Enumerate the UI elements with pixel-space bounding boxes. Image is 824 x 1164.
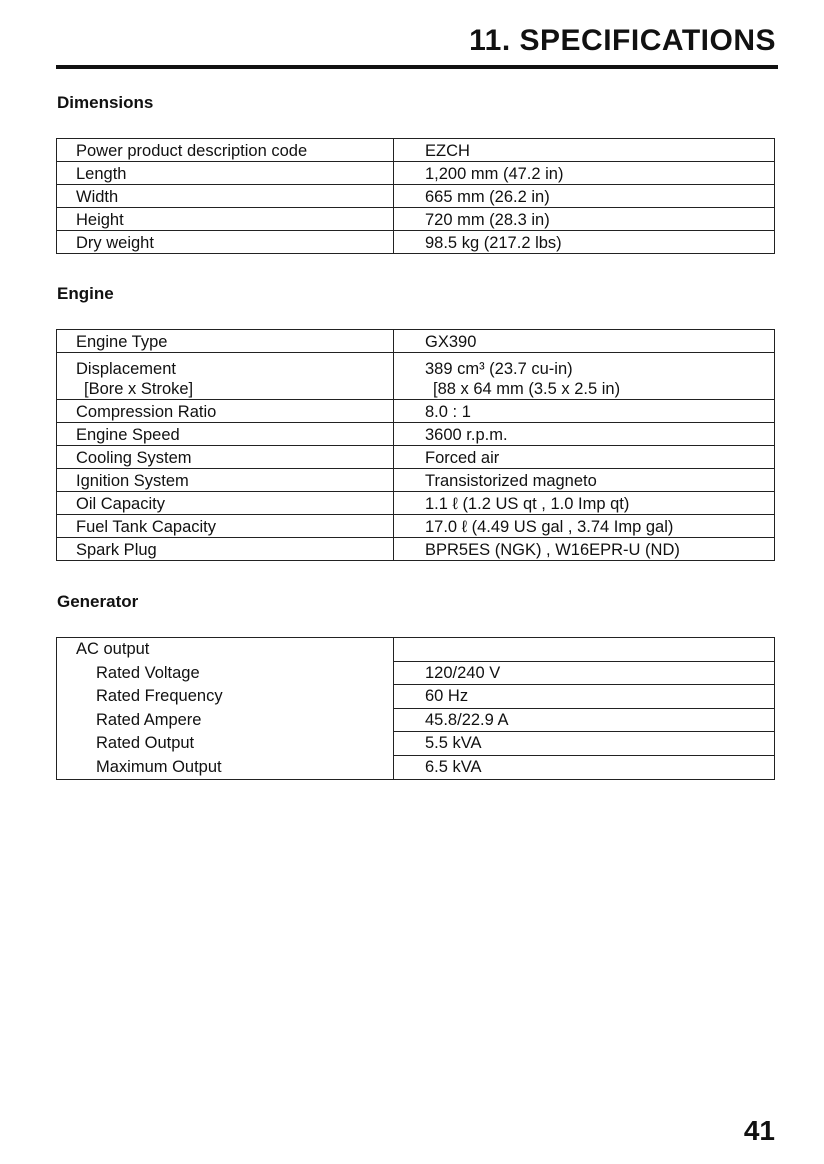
spec-label: Length — [57, 162, 394, 185]
table-row — [57, 446, 775, 469]
ac-output-label: AC output — [76, 640, 150, 658]
spec-label — [57, 638, 394, 780]
dimensions-heading: Dimensions — [57, 93, 154, 112]
spec-value: GX390 — [394, 330, 775, 353]
spec-label: Spark Plug — [57, 538, 394, 561]
spec-label: Dry weight — [57, 231, 394, 254]
table-row — [57, 139, 775, 162]
generator-table — [56, 637, 775, 780]
rated-output-value: 5.5 kVA — [394, 732, 774, 756]
spec-value: 8.0 : 1 — [394, 400, 775, 423]
engine-heading: Engine — [57, 284, 114, 303]
table-row — [57, 185, 775, 208]
table-row — [57, 538, 775, 561]
spec-label: Width — [57, 185, 394, 208]
ac-output-value — [394, 638, 774, 662]
spec-value: Forced air — [394, 446, 775, 469]
spec-value: 98.5 kg (217.2 lbs) — [394, 231, 775, 254]
spec-label: Power product description code — [57, 139, 394, 162]
spec-label: Cooling System — [57, 446, 394, 469]
bore-stroke-label: [Bore x Stroke] — [84, 380, 194, 398]
table-row — [57, 638, 775, 780]
spec-value: Transistorized magneto — [394, 469, 775, 492]
table-row — [57, 400, 775, 423]
generator-heading: Generator — [57, 592, 139, 611]
rated-ampere-value: 45.8/22.9 A — [394, 709, 774, 733]
displacement-label: Displacement — [76, 360, 176, 378]
spec-value: EZCH — [394, 139, 775, 162]
table-row — [57, 469, 775, 492]
rated-voltage-value: 120/240 V — [394, 662, 774, 686]
spec-value: 665 mm (26.2 in) — [394, 185, 775, 208]
maximum-output-value: 6.5 kVA — [425, 757, 482, 776]
table-row — [57, 208, 775, 231]
table-row — [57, 515, 775, 538]
rated-frequency-value: 60 Hz — [394, 685, 774, 709]
spec-label: Compression Ratio — [57, 400, 394, 423]
spec-value: 17.0 ℓ (4.49 US gal , 3.74 Imp gal) — [394, 515, 775, 538]
spec-label — [57, 353, 394, 400]
rated-frequency-label: Rated Frequency — [96, 687, 223, 705]
spec-label: Oil Capacity — [57, 492, 394, 515]
spec-value: 3600 r.p.m. — [394, 423, 775, 446]
spec-value: BPR5ES (NGK) , W16EPR-U (ND) — [394, 538, 775, 561]
spec-value: 1.1 ℓ (1.2 US qt , 1.0 Imp qt) — [394, 492, 775, 515]
spec-value — [394, 353, 775, 400]
table-row — [57, 162, 775, 185]
table-row — [57, 231, 775, 254]
spec-value: 720 mm (28.3 in) — [394, 208, 775, 231]
spec-label: Ignition System — [57, 469, 394, 492]
bore-stroke-value: [88 x 64 mm (3.5 x 2.5 in) — [433, 380, 621, 398]
rated-output-label: Rated Output — [96, 734, 195, 752]
dimensions-table — [56, 138, 775, 254]
table-row — [57, 423, 775, 446]
table-row — [57, 330, 775, 353]
rated-voltage-label: Rated Voltage — [96, 663, 200, 682]
spec-label: Engine Speed — [57, 423, 394, 446]
spec-label: Fuel Tank Capacity — [57, 515, 394, 538]
displacement-value: 389 cm³ (23.7 cu-in) — [425, 360, 573, 378]
title-rule — [56, 65, 778, 69]
page-number: 41 — [743, 1115, 775, 1146]
page-title: 11. SPECIFICATIONS — [469, 24, 776, 57]
generator-values — [394, 638, 774, 779]
table-row — [57, 353, 775, 400]
maximum-output-label: Maximum Output — [96, 757, 222, 776]
spec-value — [394, 638, 775, 780]
spec-value: 1,200 mm (47.2 in) — [394, 162, 775, 185]
rated-ampere-label: Rated Ampere — [96, 710, 202, 729]
table-row — [57, 492, 775, 515]
spec-label: Engine Type — [57, 330, 394, 353]
spec-label: Height — [57, 208, 394, 231]
engine-table — [56, 329, 775, 561]
